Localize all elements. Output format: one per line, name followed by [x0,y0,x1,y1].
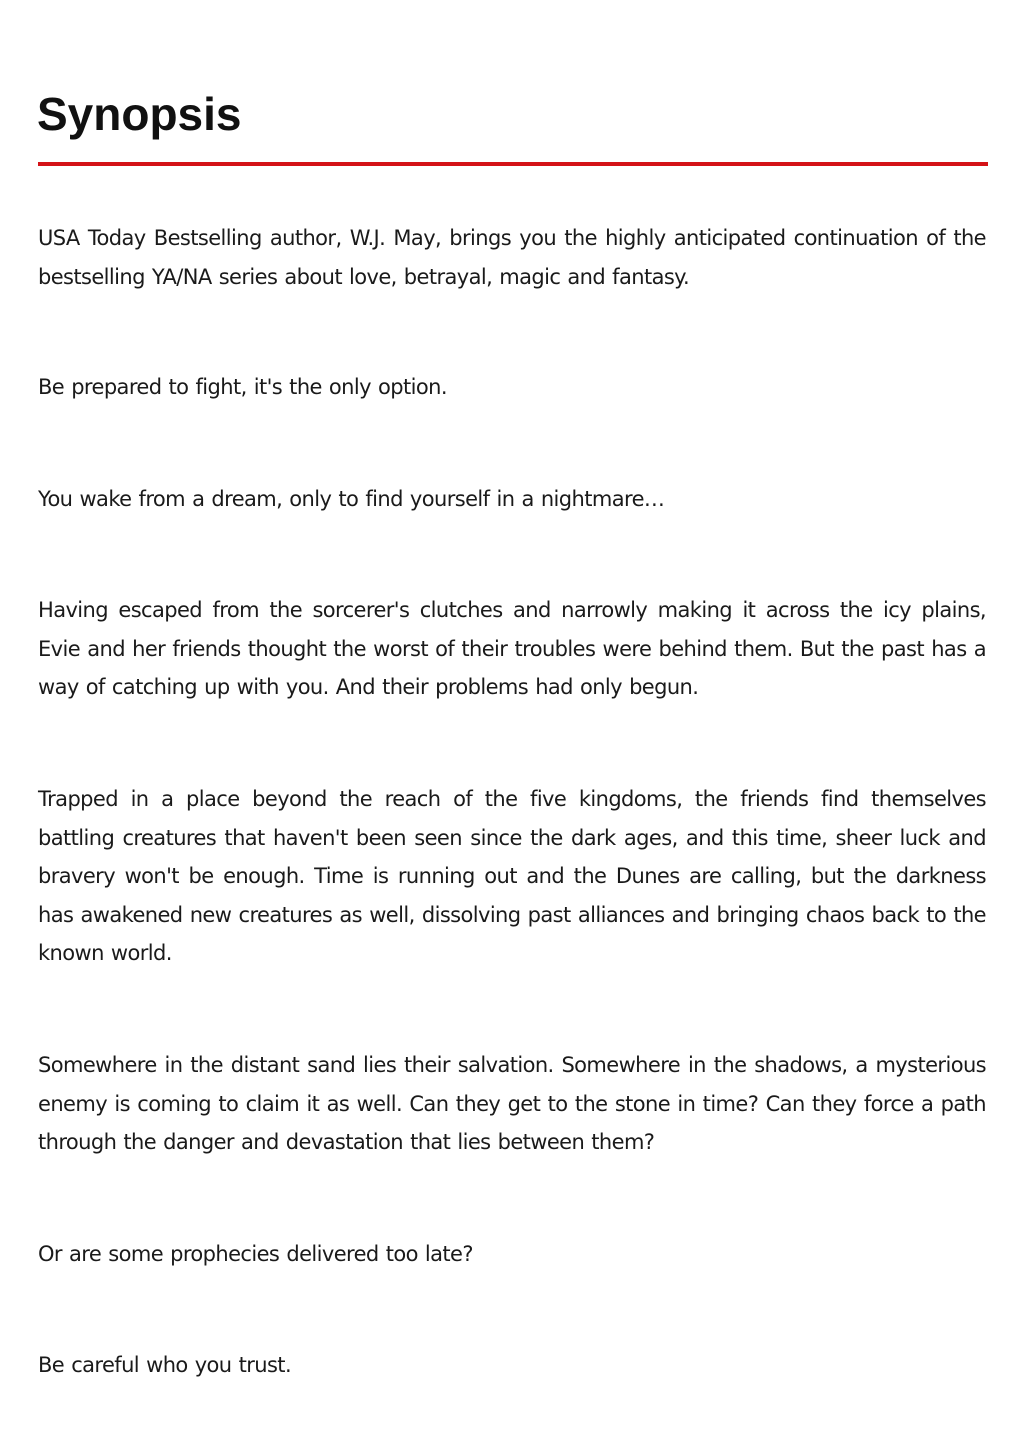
synopsis-paragraph: Having escaped from the sorcerer's clutches and narrowly making it across the icy plains, Evie and her friends thought the worst of their troubles were behind them. But the past has a way of catching up with you. And their problems had only begun. [38,598,986,700]
synopsis-paragraph: Be careful who you trust. [38,1353,292,1377]
synopsis-paragraph: Trapped in a place beyond the reach of the five kingdoms, the friends find themselves battling creatures that haven't been seen since the dark ages, and this time, sheer luck and bravery won't be enough. Time is running out and the Dunes are calling, but the darkness has awakened new creatures as well, dissolving past alliances and bringing chaos back to the known world. [38,787,986,966]
page-title: Synopsis [37,88,242,140]
synopsis-paragraph: Somewhere in the distant sand lies their salvation. Somewhere in the shadows, a mysterious enemy is coming to claim it as well. Can they get to the stone in time? Can they force a path through the danger and devastation that lies between them? [38,1053,986,1155]
synopsis-paragraph: Be prepared to fight, it's the only option. [38,375,447,399]
synopsis-paragraph: USA Today Bestselling author, W.J. May, brings you the highly anticipated continuation of the bestselling YA/NA series about love, betrayal, magic and fantasy. [38,226,986,289]
synopsis-paragraph: You wake from a dream, only to find yourself in a nightmare… [38,487,665,511]
synopsis-paragraph: Or are some prophecies delivered too late? [38,1242,473,1266]
title-divider [38,162,988,166]
